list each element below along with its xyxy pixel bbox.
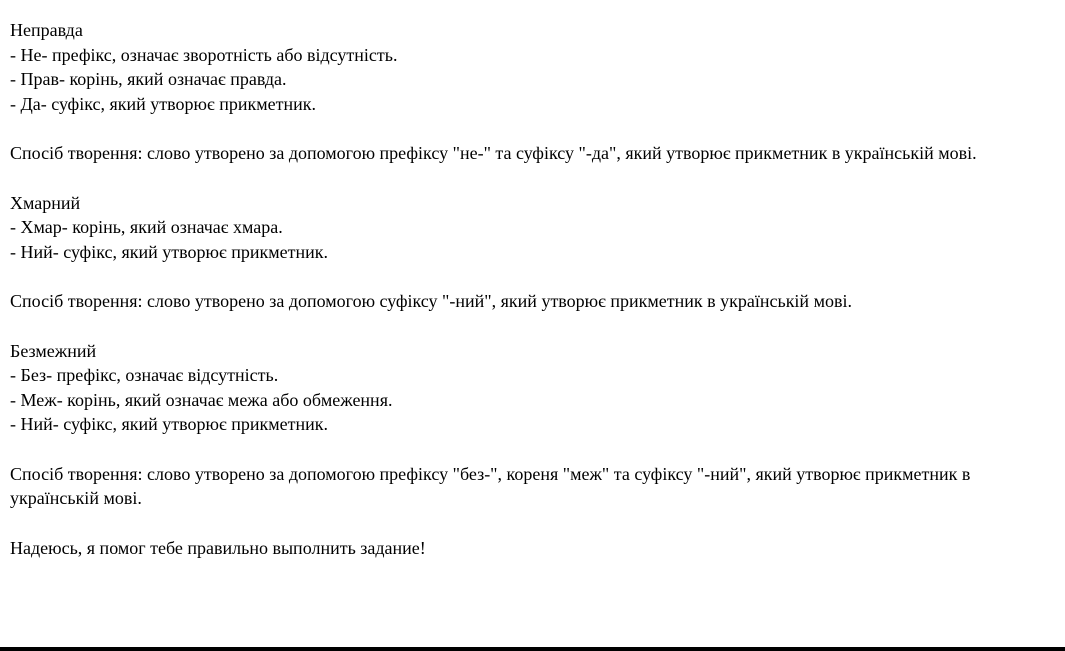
section-2-part-2: - Ний- суфікс, який утворює прикметник. [10, 241, 328, 262]
section-3-formation: Спосіб творення: слово утворено за допомогою префіксу "без-", кореня "меж" та суфіксу "-ний", який утворює прикметник в українській мові. [10, 463, 971, 508]
section-3-part-3: - Ний- суфікс, який утворює прикметник. [10, 414, 328, 434]
section-1-part-1: - Не- префікс, означає зворотність або відсутність. [10, 44, 398, 65]
section-1-part-2: - Прав- корінь, який означає правда. [10, 69, 287, 89]
section-1-part-3: - Да- суфікс, який утворює прикметник. [10, 93, 316, 114]
section-2-word: Хмарний [10, 192, 81, 213]
section-1-formation: Спосіб творення: слово утворено за допомогою префіксу "не-" та суфіксу "-да", який утворює прикметник в українській мові. [10, 143, 977, 163]
section-gap [10, 166, 1055, 191]
section-2-formation: Спосіб творення: слово утворено за допомогою суфіксу "-ний", який утворює прикметник в українській мові. [10, 291, 852, 311]
answer-text [10, 18, 1055, 560]
section-gap [10, 314, 1055, 339]
section-gap [10, 116, 1055, 141]
section-gap [10, 437, 1055, 462]
section-gap [10, 511, 1055, 536]
closing-message: Надеюсь, я помог тебе правильно выполнить задание! [10, 537, 426, 558]
section-1-word: Неправда [10, 20, 83, 40]
section-3-word: Безмежний [10, 340, 97, 361]
section-3-part-2: - Меж- корінь, який означає межа або обмеження. [10, 389, 393, 410]
bottom-border [0, 647, 1065, 651]
section-2-part-1: - Хмар- корінь, який означає хмара. [10, 217, 283, 237]
section-3-part-1: - Без- префікс, означає відсутність. [10, 365, 279, 385]
section-gap [10, 264, 1055, 289]
